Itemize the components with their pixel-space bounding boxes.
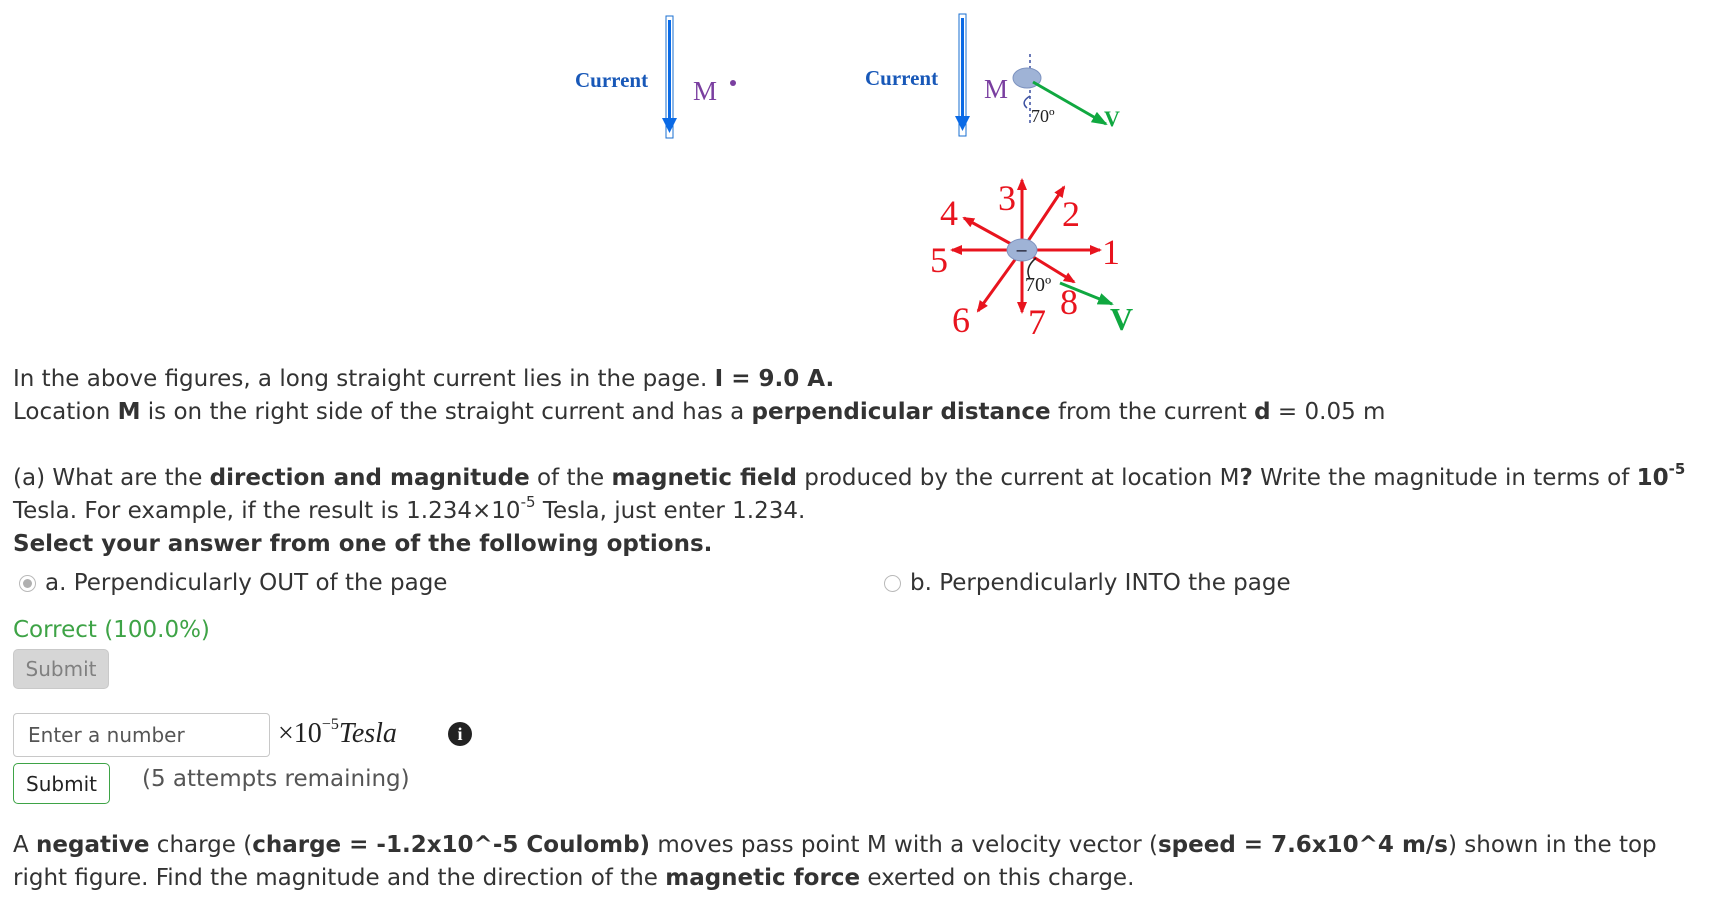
velocity-label: V: [1110, 301, 1134, 337]
current-arrowhead: [662, 118, 677, 133]
info-icon[interactable]: i: [448, 722, 472, 746]
direction-1-label: 1: [1102, 232, 1120, 272]
units-label: ×10 $^{-5}$ Tesla: [278, 716, 397, 749]
direction-7-label: 7: [1028, 302, 1046, 342]
point-m-label: M: [693, 76, 718, 106]
direction-5-label: 5: [930, 240, 948, 280]
current-label: Current: [575, 68, 649, 92]
submit-button-disabled: Submit: [13, 649, 109, 689]
option-b-label[interactable]: b. Perpendicularly INTO the page: [910, 570, 1291, 596]
current-arrowhead: [955, 116, 970, 131]
number-input[interactable]: [13, 713, 270, 757]
velocity-label: V: [1104, 106, 1120, 131]
charge-sign: −: [1015, 241, 1029, 260]
figure-3: [930, 178, 1133, 342]
intro-line-1: In the above figures, a long straight current lies in the page. I = 9.0 A.: [13, 366, 835, 392]
angle-label: 70º: [1031, 106, 1055, 126]
option-a-radio[interactable]: [19, 575, 36, 592]
angle-arc: [1024, 96, 1030, 108]
option-b[interactable]: [884, 570, 1291, 596]
direction-3-label: 3: [998, 178, 1016, 218]
attempts-remaining: (5 attempts remaining): [142, 766, 410, 792]
figure-1: [575, 16, 736, 138]
problem-intro: [13, 363, 1713, 429]
part-b-question: A negative charge (charge = -1.2x10^-5 Coulomb) moves pass point M with a velocity vector (speed = 7.6x10^4 m/s) shown in the top right figure. Find the magnitude and the direction of the magnetic force exerted on this charge.: [13, 832, 1657, 891]
direction-2-label: 2: [1062, 194, 1080, 234]
current-label: Current: [865, 66, 939, 90]
direction-8-label: 8: [1060, 282, 1078, 322]
select-prompt: Select your answer from one of the following options.: [13, 531, 713, 557]
option-b-radio[interactable]: [884, 575, 901, 592]
figures-area: [0, 0, 1728, 350]
figure-2: [865, 14, 1120, 136]
point-m-dot: [730, 80, 736, 86]
direction-4-label: 4: [940, 193, 958, 233]
point-m-label: M: [984, 74, 1009, 104]
submit-button[interactable]: Submit: [13, 763, 110, 804]
option-a-label[interactable]: a. Perpendicularly OUT of the page: [45, 570, 448, 596]
part-a-question: (a) What are the direction and magnitude of the magnetic field produced by the current at location M? Write the magnitude in terms of $10^{-5}$ Tesla. For example, if the result is $1.234\times 10^{-5}$ Tesla, just enter 1.234. Select your answer from one of the following options.: [13, 462, 1713, 561]
result-status: Correct (100.0%): [13, 617, 210, 643]
direction-6-label: 6: [952, 300, 970, 340]
option-a[interactable]: [19, 570, 447, 596]
angle-label: 70º: [1025, 274, 1052, 296]
intro-line-2: Location M is on the right side of the straight current and has a perpendicular distance from the current d = 0.05 m: [13, 399, 1386, 425]
